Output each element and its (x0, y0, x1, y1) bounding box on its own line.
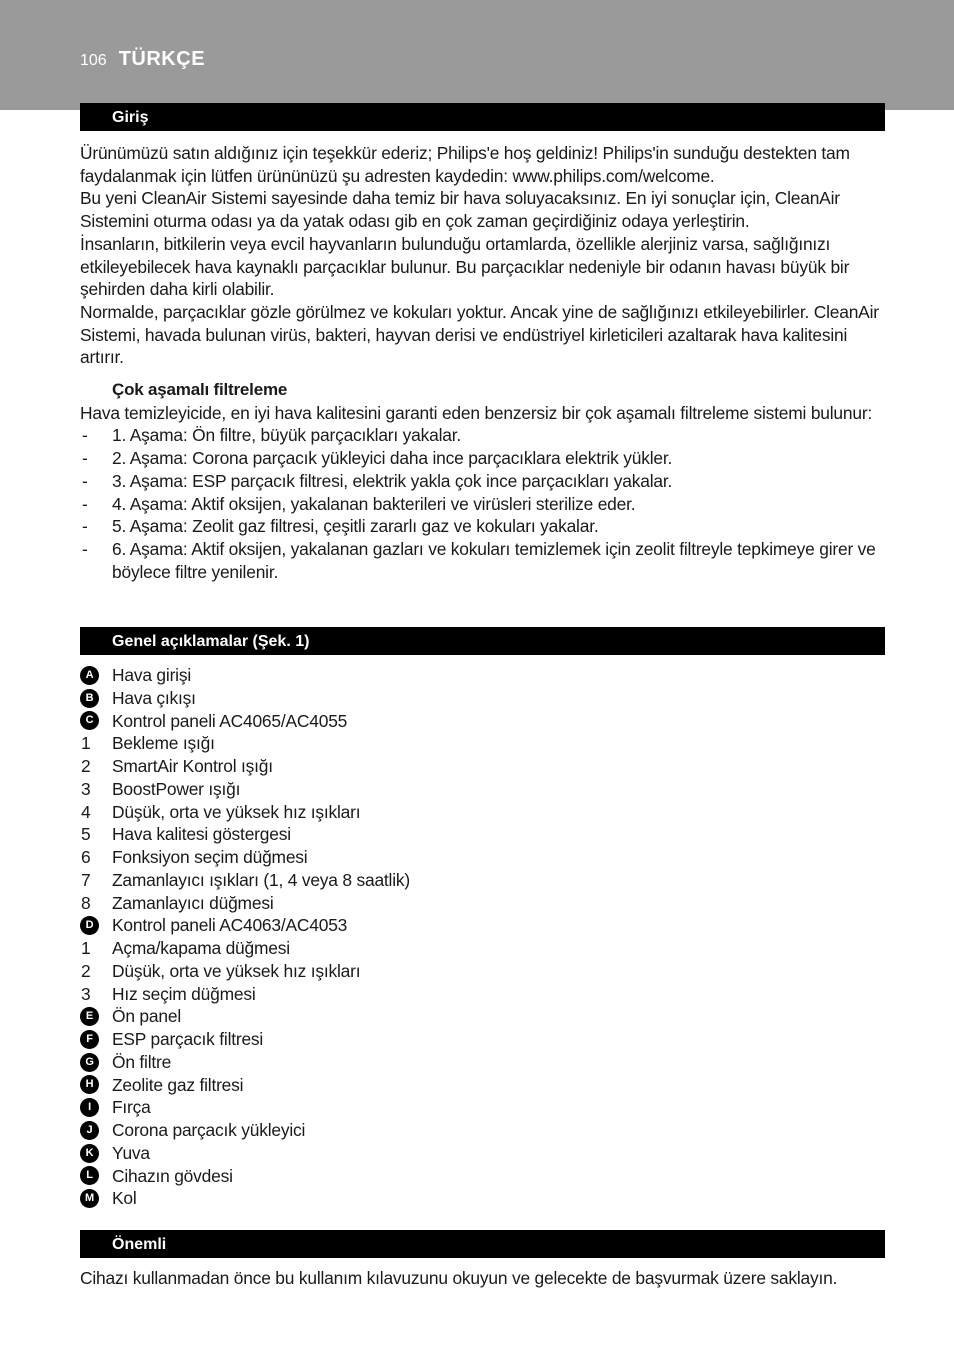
list-item (80, 538, 888, 583)
part-number: 2 (81, 756, 91, 776)
list-item (80, 846, 680, 869)
part-marker (80, 1166, 112, 1185)
list-item (80, 801, 680, 824)
stage-text: 2. Aşama: Corona parçacık yükleyici daha ince parçacıklara elektrik yükler. (112, 448, 673, 469)
part-label: Kol (112, 1188, 137, 1209)
list-item (80, 470, 888, 493)
part-label: Hava kalitesi göstergesi (112, 824, 291, 845)
letter-badge-icon: A (80, 666, 99, 685)
part-marker (80, 689, 112, 708)
part-marker (80, 1121, 112, 1140)
stage-list (80, 424, 888, 583)
part-marker (80, 1189, 112, 1208)
part-marker (80, 916, 112, 935)
list-item (80, 447, 888, 470)
letter-badge-icon: I (80, 1098, 99, 1117)
dash-bullet: - (82, 470, 88, 491)
letter-badge-icon: J (80, 1121, 99, 1140)
part-label: ESP parçacık filtresi (112, 1029, 264, 1049)
letter-badge-icon: M (80, 1189, 99, 1208)
letter-badge-icon: F (80, 1030, 99, 1049)
part-label: Fırça (112, 1097, 151, 1118)
stage-text: 3. Aşama: ESP parçacık filtresi, elektrik yakla çok ince parçacıkları yakalar. (112, 470, 673, 491)
intro-paragraph: İnsanların, bitkilerin veya evcil hayvanların bulunduğu ortamlarda, özellikle alerjiniz varsa, sağlığınızı etkileyebilecek hava kaynaklı parçacıklar bulunur. Bu parçacıklar nedeniyle bir odanın havası büyük bir şehirden daha kirli olabilir. (80, 233, 850, 300)
part-marker (80, 1098, 112, 1117)
part-label: SmartAir Kontrol ışığı (112, 756, 273, 776)
part-label: Ön filtre (112, 1051, 172, 1072)
list-item (80, 960, 680, 983)
part-marker (80, 732, 112, 755)
section-heading-intro: Giriş (80, 103, 885, 131)
page-number: 106 (80, 52, 107, 69)
part-number: 8 (81, 892, 91, 913)
list-item (80, 755, 680, 778)
list-item (80, 424, 888, 447)
language-title: TÜRKÇE (118, 48, 206, 70)
stage-text: 6. Aşama: Aktif oksijen, yakalanan gazları ve kokuları temizlemek için zeolit filtreyle tepkimeye girer ve böylece filtre yenilenir. (112, 538, 876, 582)
dash-bullet: - (82, 448, 88, 469)
letter-badge-icon: G (80, 1053, 99, 1072)
list-item (80, 493, 888, 516)
dash-bullet: - (82, 425, 88, 446)
list-item (80, 1051, 680, 1074)
letter-badge-icon: E (80, 1007, 99, 1026)
letter-badge-icon: C (80, 711, 99, 730)
part-marker (80, 778, 112, 801)
intro-paragraph: Bu yeni CleanAir Sistemi sayesinde daha temiz bir hava soluyacaksınız. En iyi sonuçlar için, CleanAir Sistemini oturma odası ya da yatak odası gib en çok zaman geçirdiğiniz odaya yerleştirin. (80, 188, 840, 232)
list-item (80, 687, 680, 710)
part-marker (80, 1075, 112, 1094)
list-item (80, 515, 888, 538)
list-item (80, 892, 680, 915)
part-number: 2 (81, 960, 91, 981)
letter-badge-icon: B (80, 689, 99, 708)
part-label: Corona parçacık yükleyici (112, 1120, 306, 1140)
part-label: Zamanlayıcı ışıkları (1, 4 veya 8 saatlik) (112, 869, 410, 890)
part-number: 5 (81, 824, 91, 845)
list-item (80, 710, 680, 733)
part-number: 6 (81, 847, 91, 867)
part-label: Düşük, orta ve yüksek hız ışıkları (112, 960, 361, 981)
list-item (80, 1028, 680, 1051)
dash-bullet: - (82, 493, 88, 514)
part-label: Hava girişi (112, 665, 191, 685)
stage-text: 5. Aşama: Zeolit gaz filtresi, çeşitli zararlı gaz ve kokuları yakalar. (112, 516, 599, 537)
list-item (80, 778, 680, 801)
part-label: Bekleme ışığı (112, 733, 215, 754)
part-marker (80, 846, 112, 869)
part-label: Hız seçim düğmesi (112, 983, 256, 1004)
subsection-text: Hava temizleyicide, en iyi hava kalitesini garanti eden benzersiz bir çok aşamalı filtreleme sistemi bulunur: (80, 402, 873, 423)
letter-badge-icon: K (80, 1144, 99, 1163)
intro-paragraph: Normalde, parçacıklar gözle görülmez ve kokuları yoktur. Ancak yine de sağlığınızı etkileyebilirler. CleanAir Sistemi, havada bulunan virüs, bakteri, hayvan derisi ve endüstriyel kirleticileri azaltarak hava kalitesini artırır. (80, 301, 879, 368)
part-label: Zamanlayıcı düğmesi (112, 892, 274, 913)
important-body (80, 1267, 888, 1290)
part-label: Hava çıkışı (112, 687, 196, 708)
part-number: 1 (81, 733, 91, 754)
part-label: Cihazın gövdesi (112, 1165, 233, 1186)
part-number: 3 (81, 983, 91, 1004)
section-heading-important: Önemli (80, 1230, 885, 1258)
part-marker (80, 666, 112, 685)
part-marker (80, 1144, 112, 1163)
part-number: 7 (81, 869, 91, 890)
part-marker (80, 711, 112, 730)
part-label: BoostPower ışığı (112, 778, 241, 799)
list-item (80, 937, 680, 960)
part-marker (80, 892, 112, 915)
part-marker (80, 755, 112, 778)
part-marker (80, 869, 112, 892)
list-item (80, 983, 680, 1006)
part-label: Zeolite gaz filtresi (112, 1074, 244, 1095)
page-header (80, 48, 205, 71)
list-item (80, 1142, 680, 1165)
part-label: Kontrol paneli AC4063/AC4053 (112, 915, 348, 936)
part-marker (80, 983, 112, 1006)
dash-bullet: - (82, 516, 88, 537)
part-label: Açma/kapama düğmesi (112, 938, 290, 958)
list-item (80, 1005, 680, 1028)
part-label: Yuva (112, 1142, 150, 1163)
part-marker (80, 937, 112, 960)
list-item (80, 1074, 680, 1097)
list-item (80, 914, 680, 937)
part-label: Fonksiyon seçim düğmesi (112, 847, 308, 867)
list-item (80, 732, 680, 755)
intro-body (80, 142, 888, 583)
list-item (80, 1187, 680, 1210)
important-text: Cihazı kullanmadan önce bu kullanım kılavuzunu okuyun ve gelecekte de başvurmak üzere saklayın. (80, 1268, 838, 1288)
list-item (80, 1165, 680, 1188)
section-heading-general: Genel açıklamalar (Şek. 1) (80, 627, 885, 655)
part-label: Kontrol paneli AC4065/AC4055 (112, 710, 348, 731)
letter-badge-icon: H (80, 1075, 99, 1094)
stage-text: 4. Aşama: Aktif oksijen, yakalanan bakterileri ve virüsleri sterilize eder. (112, 493, 636, 514)
intro-paragraph: Ürünümüzü satın aldığınız için teşekkür ederiz; Philips'e hoş geldiniz! Philips'in sunduğu destekten tam faydalanmak için lütfen ürününüzü şu adresten kaydedin: www.philips.com/welcome. (80, 143, 850, 186)
part-marker (80, 801, 112, 824)
part-marker (80, 1030, 112, 1049)
dash-bullet: - (82, 538, 88, 559)
list-item (80, 823, 680, 846)
parts-list (80, 664, 680, 1210)
letter-badge-icon: D (80, 916, 99, 935)
part-marker (80, 960, 112, 983)
part-label: Ön panel (112, 1006, 181, 1027)
subsection-title: Çok aşamalı filtreleme (112, 380, 288, 400)
part-marker (80, 823, 112, 846)
stage-text: 1. Aşama: Ön filtre, büyük parçacıkları yakalar. (112, 425, 461, 446)
list-item (80, 869, 680, 892)
list-item (80, 1119, 680, 1142)
part-marker (80, 1053, 112, 1072)
list-item (80, 1096, 680, 1119)
part-label: Düşük, orta ve yüksek hız ışıkları (112, 801, 361, 822)
part-number: 1 (81, 938, 91, 958)
part-number: 3 (81, 778, 91, 799)
part-marker (80, 1007, 112, 1026)
part-number: 4 (81, 801, 91, 822)
list-item (80, 664, 680, 687)
letter-badge-icon: L (80, 1166, 99, 1185)
